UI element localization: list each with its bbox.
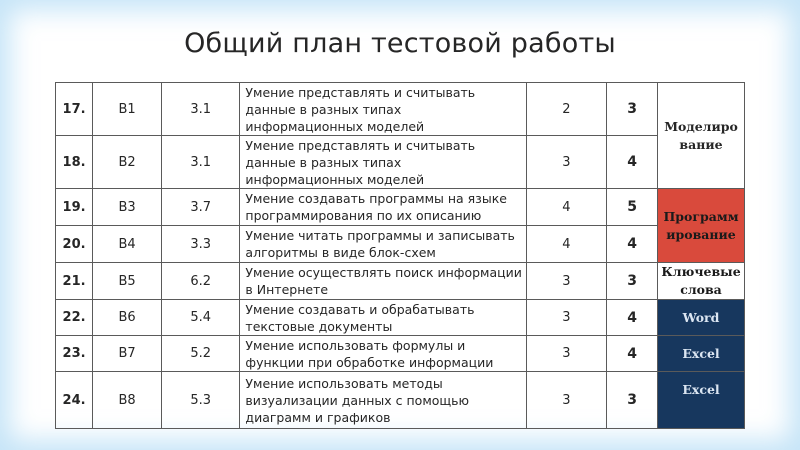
task-id: B7 — [93, 336, 162, 372]
topic-excel: Excel — [658, 336, 745, 372]
topic-word: Word — [658, 300, 745, 336]
task-id: B3 — [93, 189, 162, 226]
topic-modeling: Моделиро вание — [658, 83, 745, 189]
points: 5 — [607, 189, 658, 226]
codifier-code: 5.3 — [161, 372, 239, 429]
task-id: B1 — [93, 83, 162, 136]
points: 4 — [607, 336, 658, 372]
table-row — [56, 136, 745, 189]
points: 3 — [607, 83, 658, 136]
codifier-code: 5.2 — [161, 336, 239, 372]
skill-description: Умение осуществлять поиск информации в Интернете — [240, 263, 526, 300]
codifier-code: 3.1 — [161, 136, 239, 189]
table-row — [56, 83, 745, 136]
difficulty-level: 4 — [526, 226, 607, 263]
difficulty-level: 3 — [526, 336, 607, 372]
codifier-code: 3.7 — [161, 189, 239, 226]
skill-description: Умение создавать и обрабатывать текстовые документы — [240, 300, 526, 336]
row-number: 20. — [56, 226, 93, 263]
points: 4 — [607, 300, 658, 336]
skill-description: Умение представлять и считывать данные в разных типах информационных моделей — [240, 136, 526, 189]
topic-keywords: Ключевые слова — [658, 263, 745, 300]
table-row — [56, 300, 745, 336]
row-number: 22. — [56, 300, 93, 336]
points: 4 — [607, 136, 658, 189]
table-row — [56, 189, 745, 226]
test-plan-table — [55, 82, 745, 429]
task-id: B5 — [93, 263, 162, 300]
table-row — [56, 372, 745, 429]
difficulty-level: 3 — [526, 136, 607, 189]
difficulty-level: 4 — [526, 189, 607, 226]
difficulty-level: 3 — [526, 372, 607, 429]
skill-description: Умение использовать методы визуализации данных с помощью диаграмм и графиков — [240, 372, 526, 429]
topic-programming: Программ ирование — [658, 189, 745, 263]
difficulty-level: 3 — [526, 263, 607, 300]
points: 3 — [607, 372, 658, 429]
difficulty-level: 2 — [526, 83, 607, 136]
skill-description: Умение использовать формулы и функции при обработке информации — [240, 336, 526, 372]
points: 3 — [607, 263, 658, 300]
task-id: B8 — [93, 372, 162, 429]
task-id: B6 — [93, 300, 162, 336]
row-number: 21. — [56, 263, 93, 300]
codifier-code: 3.3 — [161, 226, 239, 263]
codifier-code: 6.2 — [161, 263, 239, 300]
codifier-code: 5.4 — [161, 300, 239, 336]
table-row — [56, 226, 745, 263]
row-number: 19. — [56, 189, 93, 226]
table-row — [56, 263, 745, 300]
skill-description: Умение представлять и считывать данные в разных типах информационных моделей — [240, 83, 526, 136]
topic-excel: Excel — [658, 372, 745, 429]
points: 4 — [607, 226, 658, 263]
row-number: 18. — [56, 136, 93, 189]
codifier-code: 3.1 — [161, 83, 239, 136]
table-row — [56, 336, 745, 372]
slide-title: Общий план тестовой работы — [184, 28, 616, 59]
row-number: 17. — [56, 83, 93, 136]
row-number: 23. — [56, 336, 93, 372]
skill-description: Умение читать программы и записывать алгоритмы в виде блок-схем — [240, 226, 526, 263]
skill-description: Умение создавать программы на языке программирования по их описанию — [240, 189, 526, 226]
task-id: B4 — [93, 226, 162, 263]
task-id: B2 — [93, 136, 162, 189]
row-number: 24. — [56, 372, 93, 429]
difficulty-level: 3 — [526, 300, 607, 336]
